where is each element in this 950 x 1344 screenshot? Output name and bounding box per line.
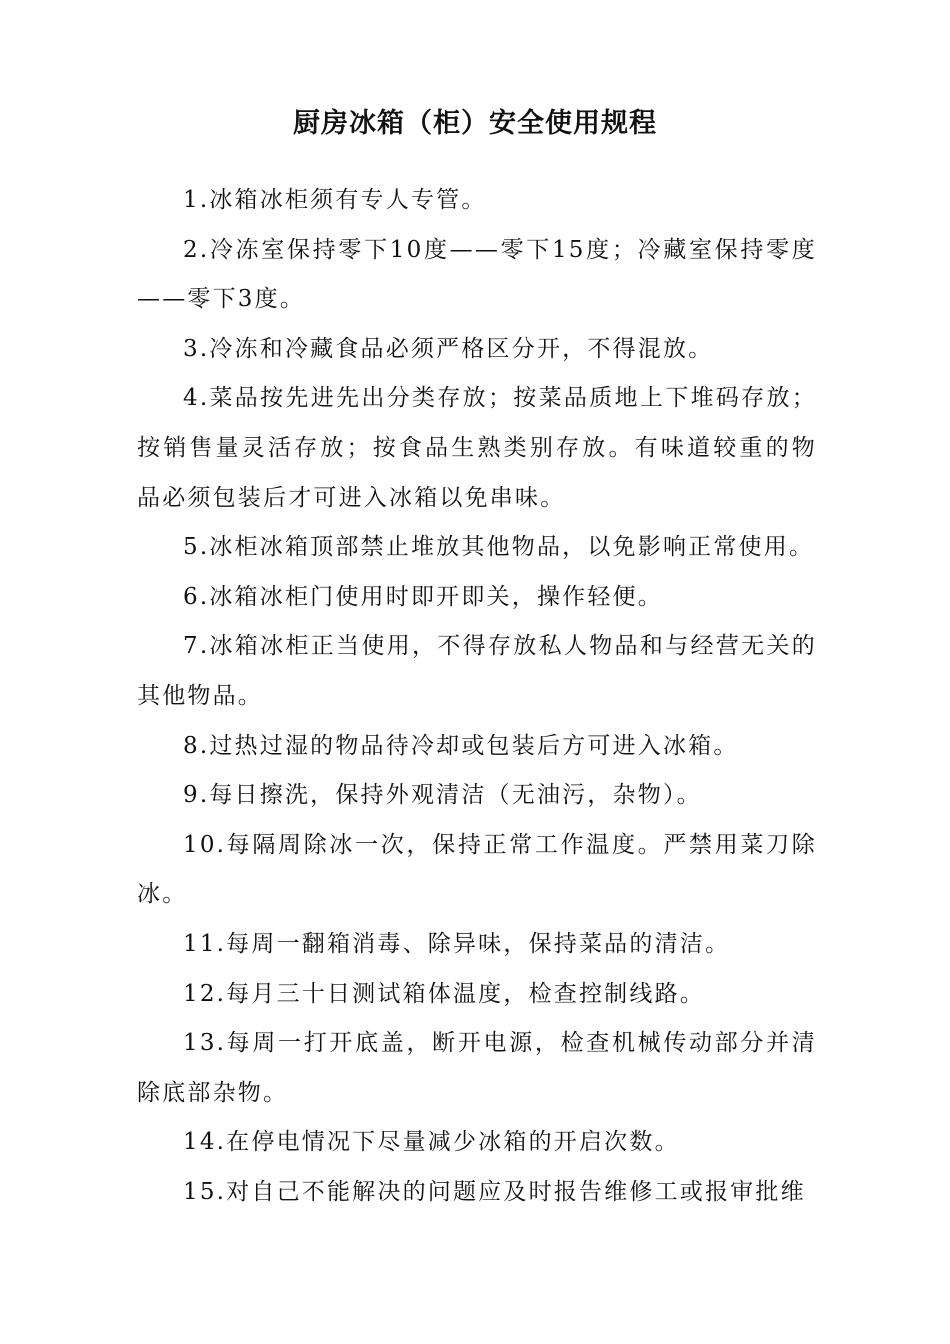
rule-paragraph-1: 1.冰箱冰柜须有专人专管。 xyxy=(183,187,487,213)
document-body xyxy=(137,176,817,1217)
document-title: 厨房冰箱（柜）安全使用规程 xyxy=(293,108,657,139)
rule-paragraph-8: 8.过热过湿的物品待冷却或包装后方可进入冰箱。 xyxy=(183,732,739,759)
rule-paragraph-10: 10.每隔周除冰一次，保持正常工作温度。严禁用菜刀除冰。 xyxy=(137,831,817,908)
rule-paragraph-2: 2.冷冻室保持零下10度——零下15度；冷藏室保持零度——零下3度。 xyxy=(137,236,817,313)
rule-paragraph-9: 9.每日擦洗，保持外观清洁（无油污，杂物）。 xyxy=(183,782,702,809)
rule-paragraph-12: 12.每月三十日测试箱体温度，检查控制线路。 xyxy=(183,980,705,1007)
rule-paragraph-3: 3.冷冻和冷藏食品必须严格区分开，不得混放。 xyxy=(183,335,714,362)
rule-paragraph-13: 13.每周一打开底盖，断开电源，检查机械传动部分并清除底部杂物。 xyxy=(137,1030,817,1106)
rule-paragraph-7: 7.冰箱冰柜正当使用，不得存放私人物品和与经营无关的其他物品。 xyxy=(137,633,817,709)
rule-paragraph-11: 11.每周一翻箱消毒、除异味，保持菜品的清洁。 xyxy=(183,930,731,957)
rule-paragraph-4: 4.菜品按先进先出分类存放；按菜品质地上下堆码存放；按销售量灵活存放；按食品生熟类别存放。有味道较重的物品必须包装后才可进入冰箱以免串味。 xyxy=(137,385,817,511)
rule-paragraph-14: 14.在停电情况下尽量减少冰箱的开启次数。 xyxy=(183,1129,680,1156)
rule-paragraph-5: 5.冰柜冰箱顶部禁止堆放其他物品，以免影响正常使用。 xyxy=(183,534,815,561)
rule-paragraph-6: 6.冰箱冰柜门使用时即开即关，操作轻便。 xyxy=(183,583,663,610)
rule-paragraph-15: 15.对自己不能解决的问题应及时报告维修工或报审批维 xyxy=(183,1178,806,1205)
